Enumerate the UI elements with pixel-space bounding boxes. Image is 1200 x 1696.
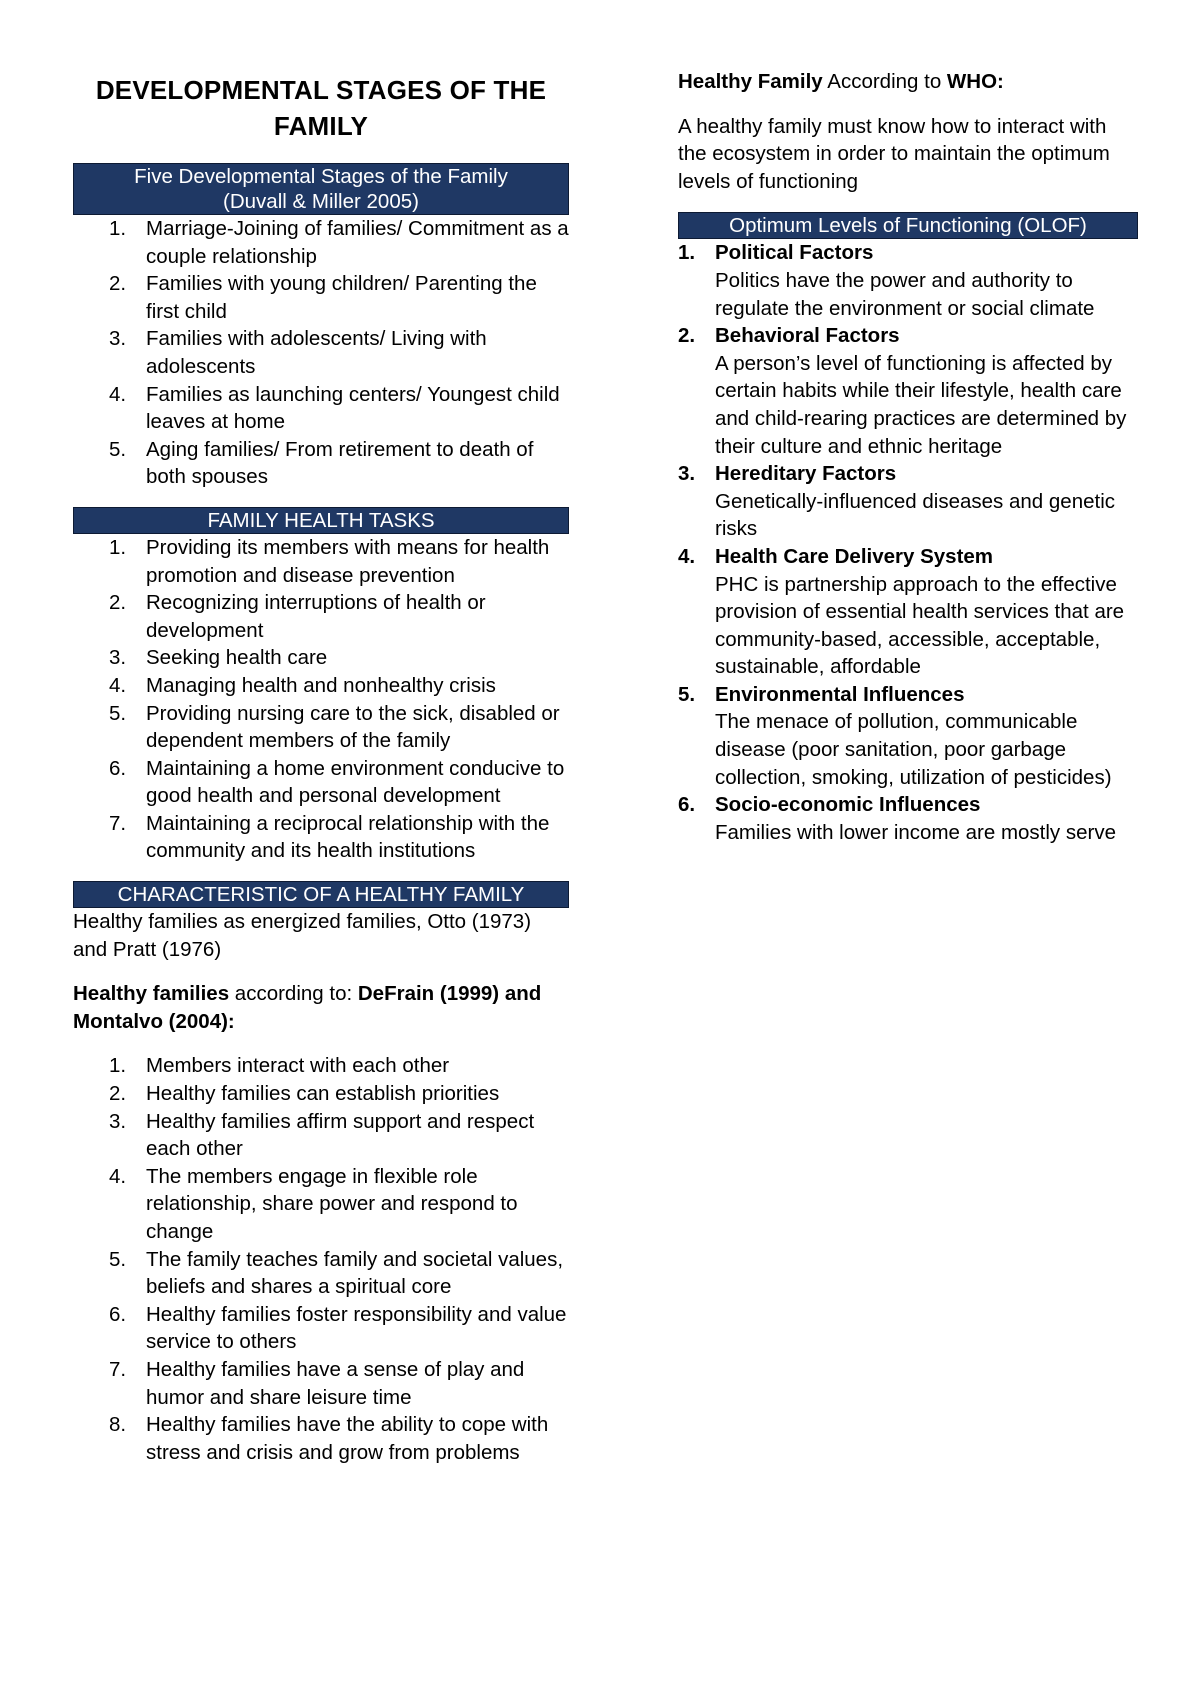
list-item: 6. Socio-economic Influences Families with lower income are mostly serve [678, 791, 1138, 846]
left-column [73, 68, 569, 1466]
list-item-text: Maintaining a reciprocal relationship with the community and its health institutions [146, 811, 550, 863]
characteristics-list [73, 1052, 569, 1466]
factor-heading: Environmental Influences [715, 682, 965, 706]
list-item-text: Healthy families have a sense of play and humor and share leisure time [146, 1357, 525, 1409]
list-item: 4. Managing health and nonhealthy crisis [109, 673, 496, 697]
list-item: 6. Maintaining a home environment conducive to good health and personal development [109, 756, 565, 808]
list-item: 3. Hereditary Factors Genetically-influenced diseases and genetic risks [678, 460, 1138, 543]
factor-text: A person’s level of functioning is affected by certain habits while their lifestyle, health care and child-rearing practices are determined by their culture and ethnic heritage [715, 351, 1127, 458]
factor-text: Genetically-influenced diseases and genetic risks [715, 489, 1116, 541]
factor-text: The menace of pollution, communicable disease (poor sanitation, poor garbage collection, smoking, utilization of pesticides) [715, 710, 1112, 789]
list-item-text: The family teaches family and societal values, beliefs and shares a spiritual core [146, 1247, 564, 1299]
who-heading [678, 68, 1138, 96]
list-item-text: Healthy families have the ability to cope with stress and crisis and grow from problems [146, 1413, 549, 1464]
list-item: 2. Healthy families can establish priorities [109, 1082, 500, 1106]
list-item: 5. The family teaches family and societal values, beliefs and shares a spiritual core [109, 1247, 564, 1299]
factor-text: PHC is partnership approach to the effective provision of essential health services that are community-based, accessible, acceptable, sustainable, affordable [715, 572, 1125, 679]
list-item: 7. Healthy families have a sense of play and humor and share leisure time [109, 1357, 525, 1409]
who-heading-bold-1: Healthy Family [678, 70, 823, 93]
list-item-text: Providing its members with means for health promotion and disease prevention [146, 535, 550, 587]
page-title: DEVELOPMENTAL STAGES OF THE FAMILY [95, 75, 547, 141]
list-item: 8. Healthy families have the ability to cope with stress and crisis and grow from problems [109, 1413, 549, 1464]
factor-heading: Hereditary Factors [715, 462, 897, 486]
list-item: 4. Families as launching centers/ Youngest child leaves at home [109, 382, 560, 434]
who-heading-text: According to [822, 70, 947, 93]
list-item: 2. Recognizing interruptions of health or development [109, 591, 486, 642]
subheading-bold-1: Healthy families [73, 982, 230, 1006]
characteristics-intro: Healthy families as energized families, Otto (1973) and Pratt (1976) [73, 910, 532, 961]
list-item: 7. Maintaining a reciprocal relationship with the community and its health institutions [109, 811, 550, 863]
tasks-list [73, 534, 569, 865]
list-item-text: Families with adolescents/ Living with adolescents [146, 327, 487, 378]
subheading-bold-2: DeFrain (1999) and Montalvo (2004): [73, 982, 542, 1033]
characteristics-subheading [73, 980, 569, 1035]
factor-heading: Socio-economic Influences [715, 793, 981, 817]
list-item-text: Members interact with each other [146, 1054, 450, 1078]
list-item: 5. Providing nursing care to the sick, disabled or dependent members of the family [109, 701, 560, 753]
list-item: 4. Health Care Delivery System PHC is partnership approach to the effective provision of essential health services that are community-based, accessible, acceptable, sustainable, affordable [678, 543, 1138, 681]
list-item-text: Aging families/ From retirement to death of both spouses [146, 437, 534, 489]
list-item-text: Families as launching centers/ Youngest child leaves at home [146, 382, 560, 434]
list-item: 3. Seeking health care [109, 646, 328, 670]
list-item-text: Recognizing interruptions of health or development [146, 591, 486, 642]
stages-list [73, 215, 569, 491]
list-item-text: Families with young children/ Parenting the first child [146, 272, 537, 323]
list-item-text: Managing health and nonhealthy crisis [146, 673, 496, 697]
list-item-text: Marriage-Joining of families/ Commitment as a couple relationship [146, 217, 569, 268]
who-definition: A healthy family must know how to interact with the ecosystem in order to maintain the optimum levels of functioning [678, 114, 1110, 193]
list-item-text: Seeking health care [146, 646, 328, 670]
olof-banner: Optimum Levels of Functioning (OLOF) [678, 212, 1138, 239]
who-heading-bold-2: WHO: [946, 70, 1004, 93]
list-item: 3. Healthy families affirm support and respect each other [109, 1109, 535, 1161]
list-item: 5. Environmental Influences The menace of pollution, communicable disease (poor sanitation, poor garbage collection, smoking, utilization of pesticides) [678, 681, 1138, 791]
list-item: 1. Providing its members with means for health promotion and disease prevention [109, 535, 550, 587]
stages-banner-source: (Duvall & Miller 2005) [223, 190, 419, 213]
factor-heading: Political Factors [715, 241, 874, 265]
factor-text: Politics have the power and authority to regulate the environment or social climate [715, 268, 1095, 320]
factor-heading: Behavioral Factors [715, 324, 900, 348]
olof-list [678, 239, 1138, 846]
list-item-text: Healthy families affirm support and respect each other [146, 1109, 535, 1161]
stages-banner [73, 163, 569, 215]
list-item: 1. Marriage-Joining of families/ Commitment as a couple relationship [109, 217, 569, 268]
list-item: 3. Families with adolescents/ Living with adolescents [109, 327, 487, 378]
right-column [678, 68, 1138, 846]
list-item-text: Maintaining a home environment conducive to good health and personal development [146, 756, 565, 808]
list-item: 2. Families with young children/ Parenting the first child [109, 272, 537, 323]
list-item: 2. Behavioral Factors A person’s level of functioning is affected by certain habits while their lifestyle, health care and child-rearing practices are determined by their culture and ethnic heritage [678, 322, 1138, 460]
list-item-text: Healthy families can establish priorities [146, 1082, 500, 1106]
subheading-text: according to: [229, 982, 358, 1006]
factor-text: Families with lower income are mostly serve [715, 820, 1117, 844]
characteristics-banner: CHARACTERISTIC OF A HEALTHY FAMILY [73, 881, 569, 908]
list-item: 4. The members engage in flexible role relationship, share power and respond to change [109, 1164, 518, 1243]
tasks-banner: FAMILY HEALTH TASKS [73, 507, 569, 534]
list-item: 6. Healthy families foster responsibility and value service to others [109, 1302, 567, 1354]
list-item-text: Providing nursing care to the sick, disabled or dependent members of the family [146, 701, 560, 753]
list-item: 1. Members interact with each other [109, 1054, 450, 1078]
list-item: 1. Political Factors Politics have the power and authority to regulate the environment or social climate [678, 239, 1138, 322]
list-item: 5. Aging families/ From retirement to death of both spouses [109, 437, 534, 489]
factor-heading: Health Care Delivery System [715, 544, 994, 568]
list-item-text: Healthy families foster responsibility and value service to others [146, 1302, 567, 1354]
list-item-text: The members engage in flexible role relationship, share power and respond to change [146, 1164, 518, 1243]
stages-banner-title: Five Developmental Stages of the Family [134, 165, 508, 188]
